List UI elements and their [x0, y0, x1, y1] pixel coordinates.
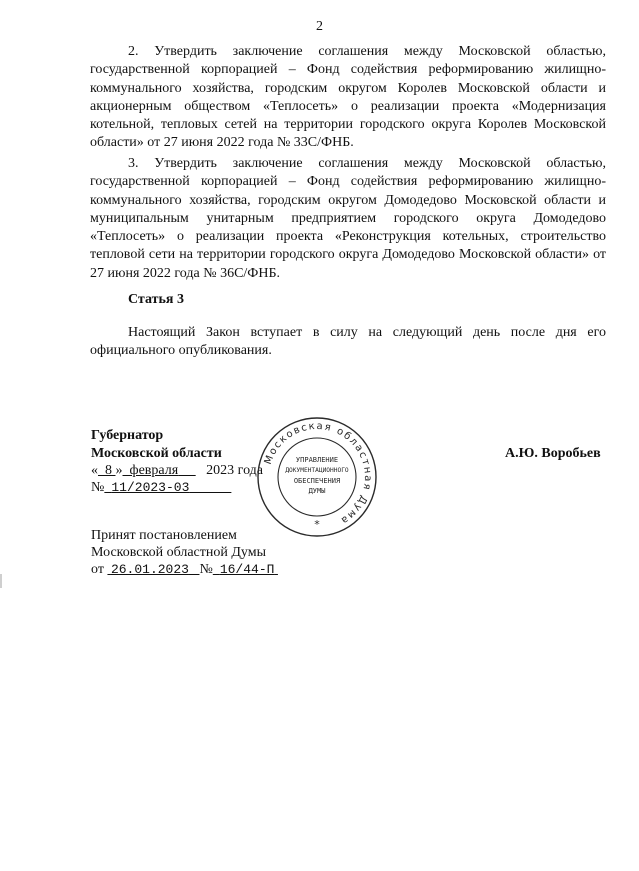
date-year: 2023 года — [206, 463, 263, 478]
duma-stamp — [255, 415, 379, 539]
adoption-date: 26.01.2023 — [110, 562, 189, 577]
page-number: 2 — [316, 19, 323, 34]
signature-date — [91, 463, 263, 479]
date-month-value: февраля — [129, 463, 179, 478]
stamp-center-line-1: УПРАВЛЕНИЕ — [295, 456, 339, 464]
adoption-number: 16/44-П — [219, 562, 275, 577]
number-value: 11/2023-03 — [111, 480, 190, 495]
stamp-center-line-3: ОБЕСПЕЧЕНИЯ — [293, 477, 341, 485]
date-close-quote: » — [115, 463, 123, 478]
paragraph-item-3: 3. Утвердить заключение соглашения между Московской областью, государственной корпорацией – Фонд содействия реформированию жилищно-коммунального хозяйства, городским округом Домодедово Московской области и муниципальным унитарным предприятием городского округа Домодедово «Теплосеть» о реализации проекта «Реконструкция котельных, строительство тепловой сети на территории городского округа Домодедово Московской области» от 27 июня 2022 года № 36С/ФНБ. — [90, 156, 606, 281]
adoption-no-label: № — [199, 562, 213, 577]
paragraph-item-2: 2. Утвердить заключение соглашения между Московской областью, государственной корпорацией – Фонд содействия реформированию жилищно-коммунального хозяйства, городским округом Королев Московской области и акционерным обществом «Теплосеть» о реализации проекта «Модернизация котельной, тепловых сетей на территории городского округа Королев Московской области» от 27 июня 2022 года № 33С/ФНБ. — [90, 44, 606, 151]
adoption-line-2: Московской областной Думы — [91, 545, 266, 560]
article-text: Настоящий Закон вступает в силу на следующий день после дня его официального опубликования. — [90, 325, 606, 359]
adoption-reference — [91, 562, 278, 578]
stamp-star: * — [314, 518, 320, 531]
governor-title: Губернатор — [91, 428, 164, 443]
adoption-line-1: Принят постановлением — [91, 528, 237, 543]
governor-name: А.Ю. Воробьев — [505, 446, 601, 461]
date-open-quote: « — [91, 463, 98, 478]
adoption-from-label: от — [91, 562, 104, 577]
date-day — [98, 463, 116, 478]
date-month — [123, 463, 196, 478]
adoption-number-field — [213, 562, 278, 577]
number-field — [104, 480, 231, 495]
stamp-ring-text: Московская областная Дума — [262, 420, 374, 527]
article-heading: Статья 3 — [128, 292, 184, 307]
signature-number — [91, 480, 231, 496]
adoption-date-field — [107, 562, 199, 577]
scan-edge-mark — [0, 574, 2, 588]
number-sign: № — [91, 480, 105, 495]
governor-region: Московской области — [91, 446, 222, 461]
stamp-center-line-4: ДУМЫ — [308, 487, 326, 495]
date-day-value: 8 — [105, 463, 112, 478]
stamp-center-line-2: ДОКУМЕНТАЦИОННОГО — [285, 467, 349, 474]
